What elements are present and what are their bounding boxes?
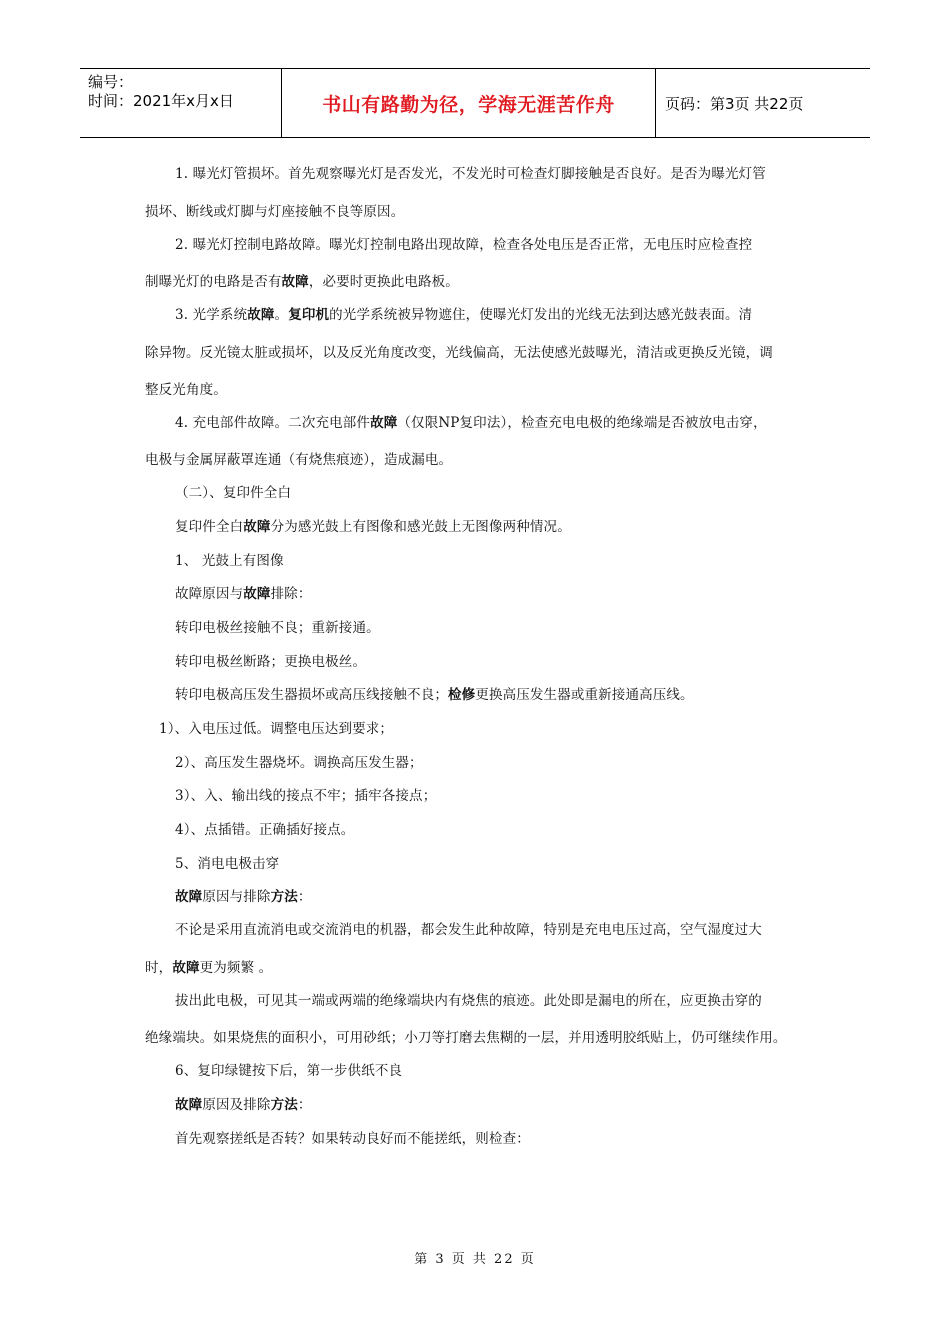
bold-keyword: 故障: [370, 415, 398, 431]
paragraph-line: [175, 515, 571, 535]
paragraph-line: [175, 582, 312, 602]
paragraph-line: [145, 270, 459, 290]
bold-keyword: 故障: [281, 274, 309, 290]
header-divider: [655, 69, 656, 137]
paragraph-line: 1. 曝光灯管损坏。首先观察曝光灯是否发光，不发光时可检查灯脚接触是否良好。是否为曝光灯管: [175, 166, 766, 182]
paragraph-line: 不论是采用直流消电或交流消电的机器，都会发生此种故障，特别是充电电压过高，空气湿度过大: [175, 922, 762, 938]
paragraph-line: 整反光角度。: [145, 382, 227, 398]
text-run: 分为感光鼓上有图像和感光鼓上无图像两种情况。: [270, 519, 571, 535]
page-footer: 第 3 页 共 22 页: [414, 1252, 536, 1267]
paragraph-line: [145, 956, 272, 976]
document-number-label: 编号：: [88, 73, 134, 91]
bold-keyword: 故障: [172, 960, 200, 976]
bold-keyword: 故障: [175, 889, 203, 905]
bold-keyword: 检修: [448, 687, 476, 703]
paragraph-line: 转印电极丝接触不良；重新接通。: [175, 620, 380, 636]
bold-keyword: 故障: [247, 307, 275, 323]
paragraph-line: [175, 683, 694, 703]
text-run: 转印电极高压发生器损坏或高压线接触不良；: [175, 687, 448, 703]
text-run: ：: [297, 889, 312, 905]
bold-keyword: 故障: [243, 519, 271, 535]
list-item: 2）、高压发生器烧坏。调换高压发生器；: [175, 755, 423, 771]
paragraph-line: 2. 曝光灯控制电路故障。曝光灯控制电路出现故障，检查各处电压是否正常，无电压时应检查控: [175, 237, 753, 253]
paragraph-line: 绝缘端块。如果烧焦的面积小，可用砂纸；小刀等打磨去焦糊的一层，并用透明胶纸贴上，仍可继续作用。: [145, 1030, 787, 1046]
bold-keyword: 故障: [243, 586, 271, 602]
header-motto: 书山有路勤为径，学海无涯苦作舟: [322, 93, 615, 116]
list-item: 5、消电电极击穿: [175, 856, 280, 872]
text-run: 的光学系统被异物遮住，使曝光灯发出的光线无法到达感光鼓表面。清: [329, 307, 753, 323]
paragraph-line: 首先观察搓纸是否转？如果转动良好而不能搓纸，则检查：: [175, 1131, 530, 1147]
list-item: 4）、点插错。正确插好接点。: [175, 822, 355, 838]
bold-keyword: 方法: [270, 889, 298, 905]
bold-keyword: 方法: [270, 1097, 298, 1113]
page-header: [80, 68, 870, 138]
document-time-label: 时间：2021年x月x日: [88, 92, 234, 110]
text-run: 原因及排除: [202, 1097, 271, 1113]
paragraph-line: 损坏、断线或灯脚与灯座接触不良等原因。: [145, 204, 405, 220]
paragraph-line: [175, 1093, 312, 1113]
text-run: 故障原因与: [175, 586, 244, 602]
bold-keyword: 复印机: [288, 307, 330, 323]
list-item: 1）、入电压过低。调整电压达到要求；: [159, 721, 394, 737]
text-run: 4. 充电部件故障。二次充电部件: [175, 415, 371, 431]
text-run: 。: [274, 307, 289, 323]
list-item: 1、 光鼓上有图像: [175, 553, 284, 569]
paragraph-line: 除异物。反光镜太脏或损坏，以及反光角度改变，光线偏高，无法使感光鼓曝光，清洁或更换反光镜，调: [145, 345, 773, 361]
text-run: ：: [297, 1097, 312, 1113]
header-meta: [88, 73, 234, 111]
paragraph-line: 电极与金属屏蔽罩连通（有烧焦痕迹），造成漏电。: [145, 452, 453, 468]
paragraph-line: 转印电极丝断路；更换电极丝。: [175, 654, 367, 670]
header-page-number: 页码：第3页 共22页: [665, 95, 804, 113]
paragraph-line: 拔出此电极，可见其一端或两端的绝缘端块内有烧焦的痕迹。此处即是漏电的所在，应更换击穿的: [175, 993, 762, 1009]
section-heading: （二）、复印件全白: [175, 485, 292, 501]
text-run: 时，: [145, 960, 173, 976]
list-item: 3）、入、输出线的接点不牢；插牢各接点；: [175, 788, 437, 804]
text-run: 更为频繁 。: [199, 960, 273, 976]
paragraph-line: [175, 885, 312, 905]
text-run: 原因与排除: [202, 889, 271, 905]
text-run: 更换高压发生器或重新接通高压线。: [475, 687, 694, 703]
text-run: 3. 光学系统: [175, 307, 248, 323]
text-run: 复印件全白: [175, 519, 244, 535]
text-run: 排除：: [270, 586, 312, 602]
text-run: 制曝光灯的电路是否有: [145, 274, 282, 290]
text-run: ，必要时更换此电路板。: [308, 274, 459, 290]
bold-keyword: 故障: [175, 1097, 203, 1113]
list-item: 6、复印绿键按下后，第一步供纸不良: [175, 1063, 403, 1079]
paragraph-line: [175, 411, 767, 431]
paragraph-line: [175, 303, 752, 323]
text-run: （仅限NP复印法），检查充电电极的绝缘端是否被放电击穿，: [397, 415, 767, 431]
